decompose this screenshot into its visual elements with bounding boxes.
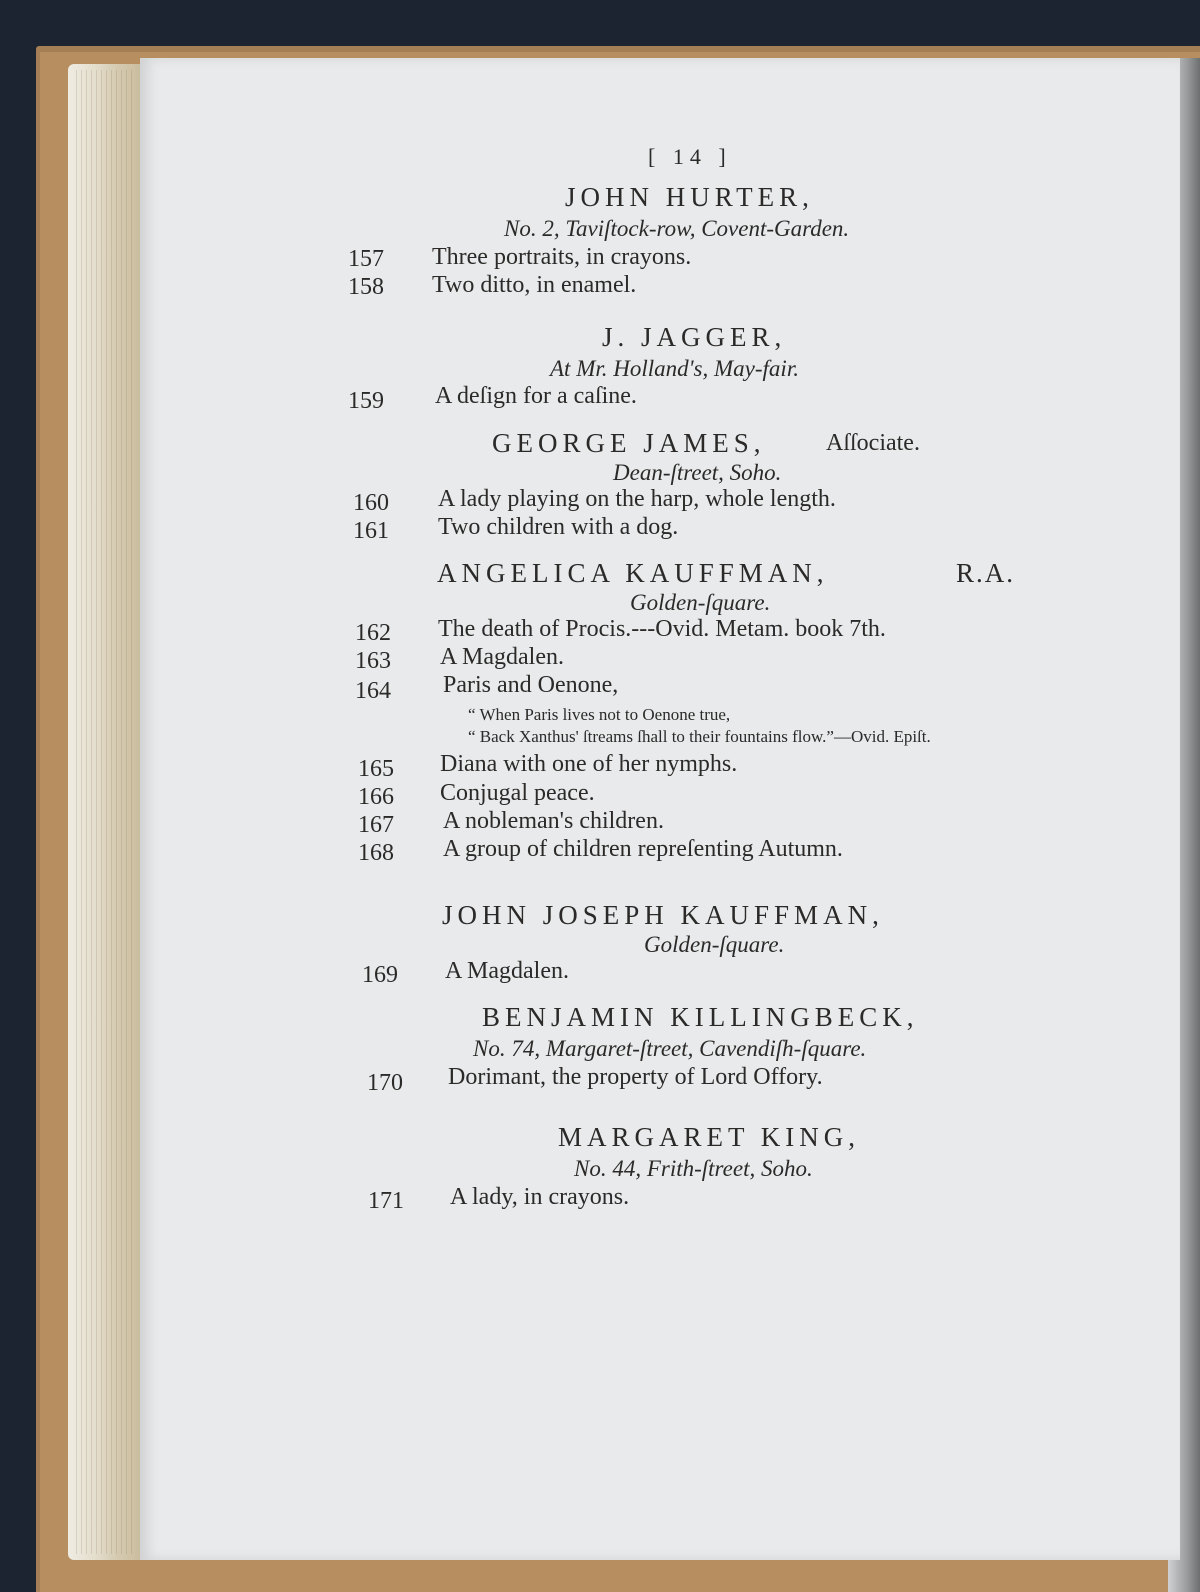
work-title: Two ditto, in enamel. (432, 272, 637, 298)
quotation-line: “ Back Xanthus' ſtreams ſhall to their fountains flow.”—Ovid. Epiſt. (468, 727, 931, 746)
work-title: Three portraits, in crayons. (432, 244, 692, 270)
work-title: Two children with a dog. (438, 514, 679, 540)
work-title: A Magdalen. (445, 958, 569, 984)
artist-name: MARGARET KING, (558, 1122, 861, 1152)
catalogue-number: 160 (353, 490, 389, 516)
work-title: A nobleman's children. (443, 808, 664, 834)
work-title: Conjugal peace. (440, 780, 595, 806)
artist-name: ANGELICA KAUFFMAN, (437, 558, 829, 588)
artist-address: No. 74, Margaret-ſtreet, Cavendiſh-ſquare. (473, 1036, 867, 1061)
catalogue-number: 157 (348, 246, 384, 272)
book-page (140, 58, 1180, 1560)
artist-address: Dean-ſtreet, Soho. (613, 460, 782, 485)
page-edge-texture (76, 70, 136, 1554)
work-title: A lady playing on the harp, whole length. (438, 486, 836, 512)
artist-name: J. JAGGER, (602, 322, 787, 352)
work-title: Diana with one of her nymphs. (440, 751, 738, 777)
page-number: [ 14 ] (648, 144, 732, 169)
artist-rank: Aſſociate. (826, 430, 920, 456)
work-title: Dorimant, the property of Lord Offory. (448, 1064, 823, 1090)
artist-address: At Mr. Holland's, May-fair. (550, 356, 799, 381)
catalogue-number: 170 (367, 1070, 403, 1096)
artist-rank: R.A. (956, 558, 1016, 588)
work-title: A group of children repreſenting Autumn. (443, 836, 843, 862)
catalogue-number: 167 (358, 812, 394, 838)
catalogue-number: 161 (353, 518, 389, 544)
catalogue-number: 165 (358, 756, 394, 782)
artist-name: BENJAMIN KILLINGBECK, (482, 1002, 919, 1032)
artist-name: JOHN HURTER, (565, 182, 814, 212)
artist-name: JOHN JOSEPH KAUFFMAN, (442, 900, 884, 930)
artist-name: GEORGE JAMES, (492, 428, 766, 458)
catalogue-number: 168 (358, 840, 394, 866)
catalogue-number: 163 (355, 648, 391, 674)
catalogue-number: 166 (358, 784, 394, 810)
artist-address: Golden-ſquare. (644, 932, 785, 957)
catalogue-number: 162 (355, 620, 391, 646)
work-title: A deſign for a caſine. (435, 383, 637, 409)
catalogue-number: 164 (355, 678, 391, 704)
work-title: Paris and Oenone, (443, 672, 619, 698)
catalogue-number: 169 (362, 962, 398, 988)
work-title: A lady, in crayons. (450, 1184, 630, 1210)
artist-address: Golden-ſquare. (630, 590, 771, 615)
artist-address: No. 44, Frith-ſtreet, Soho. (574, 1156, 813, 1181)
catalogue-number: 171 (368, 1188, 404, 1214)
catalogue-number: 158 (348, 274, 384, 300)
work-title: A Magdalen. (440, 644, 564, 670)
work-title: The death of Procis.---Ovid. Metam. book 7th. (438, 616, 886, 642)
quotation-line: “ When Paris lives not to Oenone true, (468, 705, 731, 724)
catalogue-number: 159 (348, 388, 384, 414)
artist-address: No. 2, Taviſtock-row, Covent-Garden. (504, 216, 850, 241)
